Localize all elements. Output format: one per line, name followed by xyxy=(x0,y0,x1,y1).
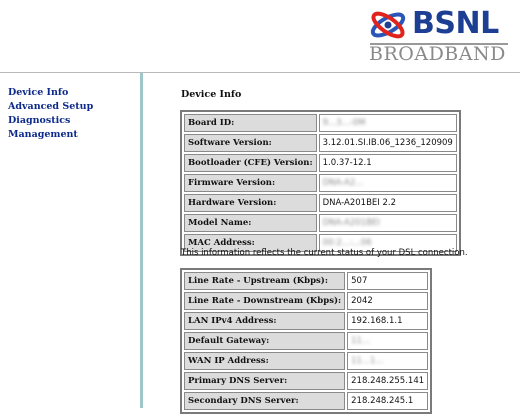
row-label: Primary DNS Server: xyxy=(184,372,345,390)
status-note: This information reflects the current status of your DSL connection. xyxy=(181,248,468,258)
table-row xyxy=(184,292,428,310)
header xyxy=(0,0,520,72)
row-value xyxy=(347,392,428,410)
line-status-table xyxy=(180,268,432,414)
table-row xyxy=(184,272,428,290)
table-row xyxy=(184,134,457,152)
table-row xyxy=(184,372,428,390)
row-label: Software Version: xyxy=(184,134,317,152)
row-value-text: 507 xyxy=(351,276,368,286)
sidebar-item-diagnostics[interactable]: Diagnostics xyxy=(8,115,71,126)
row-value xyxy=(319,174,457,192)
row-label: LAN IPv4 Address: xyxy=(184,312,345,330)
row-value-text: 218.248.255.141 xyxy=(351,376,425,386)
sidebar-item-device-info[interactable]: Device Info xyxy=(8,87,69,98)
row-value xyxy=(319,214,457,232)
row-label: Board ID: xyxy=(184,114,317,132)
row-label: Secondary DNS Server: xyxy=(184,392,345,410)
row-value-text: DNA-A201BEI 2.2 xyxy=(322,198,397,208)
table-row xyxy=(184,194,457,212)
row-value-text: 11...1... xyxy=(351,356,384,366)
row-value-text: 11... xyxy=(351,336,371,346)
table-row xyxy=(184,154,457,172)
row-value-text: 00:2...:...06 xyxy=(322,238,372,248)
row-value-text: DNA-A2... xyxy=(322,178,364,188)
row-value xyxy=(319,154,457,172)
row-value xyxy=(347,352,428,370)
row-value xyxy=(319,194,457,212)
row-value xyxy=(347,312,428,330)
row-value-text: DNA-A201BEI xyxy=(322,218,380,228)
device-info-table xyxy=(180,110,461,256)
table-row xyxy=(184,174,457,192)
table-row xyxy=(184,392,428,410)
row-value-text: 192.168.1.1 xyxy=(351,316,403,326)
row-value xyxy=(319,114,457,132)
row-label: Line Rate - Downstream (Kbps): xyxy=(184,292,345,310)
table-row xyxy=(184,312,428,330)
table-row xyxy=(184,114,457,132)
table-row xyxy=(184,332,428,350)
bsnl-logo xyxy=(366,6,512,64)
sidebar-border xyxy=(140,73,143,408)
row-value-text: 2042 xyxy=(351,296,373,306)
row-value xyxy=(319,134,457,152)
row-value-text: 3.12.01.SI.IB.06_1236_120909 xyxy=(322,138,453,148)
row-label: Model Name: xyxy=(184,214,317,232)
row-value-text: 9...3...-0M xyxy=(322,118,366,128)
row-value xyxy=(347,372,428,390)
table-row xyxy=(184,352,428,370)
row-value-text: 1.0.37-12.1 xyxy=(322,158,372,168)
table-row xyxy=(184,214,457,232)
logo-text-broadband: BROADBAND xyxy=(369,43,506,65)
row-label: Bootloader (CFE) Version: xyxy=(184,154,317,172)
row-value xyxy=(347,332,428,350)
sidebar-item-management[interactable]: Management xyxy=(8,129,78,140)
sidebar xyxy=(0,73,140,408)
bsnl-swirl-icon xyxy=(366,6,410,44)
row-label: WAN IP Address: xyxy=(184,352,345,370)
row-label: MAC Address: xyxy=(184,234,317,252)
row-value xyxy=(347,272,428,290)
page-title: Device Info xyxy=(181,89,242,100)
row-label: Line Rate - Upstream (Kbps): xyxy=(184,272,345,290)
logo-text-bsnl: BSNL xyxy=(412,6,499,41)
row-label: Default Gateway: xyxy=(184,332,345,350)
row-label: Hardware Version: xyxy=(184,194,317,212)
row-value-text: 218.248.245.1 xyxy=(351,396,414,406)
sidebar-item-advanced-setup[interactable]: Advanced Setup xyxy=(8,101,94,112)
row-label: Firmware Version: xyxy=(184,174,317,192)
row-value xyxy=(347,292,428,310)
